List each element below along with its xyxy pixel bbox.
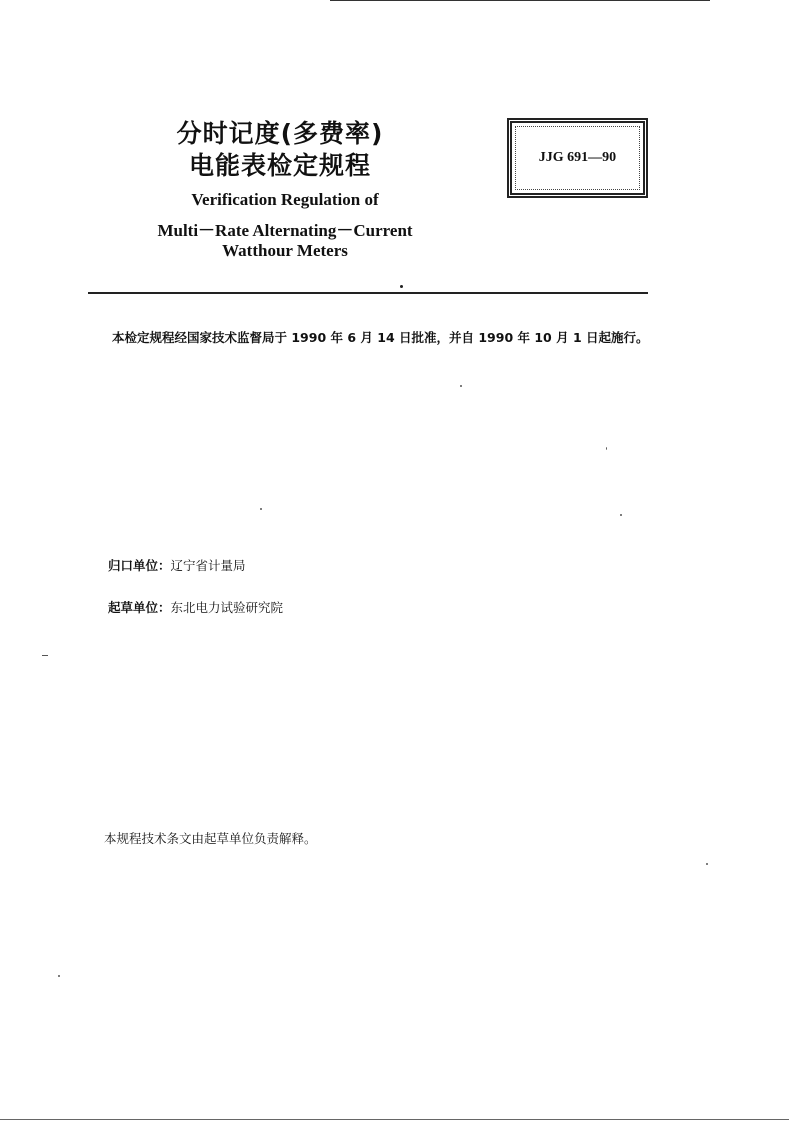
scan-speck (58, 975, 60, 977)
drafting-unit (108, 598, 283, 616)
top-edge-rule (330, 0, 710, 1)
regulation-code: JJG 691—90 (538, 150, 617, 165)
divider-dot (400, 285, 403, 288)
drafting-unit-value: 东北电力试验研究院 (170, 600, 284, 615)
approval-statement: 本检定规程经国家技术监督局于 1990 年 6 月 14 日批准，并自 1990 年 10 月 1 日起施行。 (112, 330, 649, 345)
title-chinese-line-2: 电能表检定规程 (188, 151, 371, 180)
responsible-unit-label: 归口单位： (108, 558, 171, 573)
scan-speck (42, 655, 48, 656)
scan-speck (606, 447, 607, 450)
responsible-unit-value: 辽宁省计量局 (170, 558, 246, 573)
title-english-line-1: Verification Regulation of (191, 190, 379, 209)
scan-speck (620, 514, 622, 516)
responsible-unit (108, 556, 246, 574)
title-english-line-2: Multi－Rate Alternating－Current (157, 221, 413, 240)
scan-speck (260, 508, 262, 510)
regulation-code-box (507, 118, 648, 198)
scan-speck (460, 385, 462, 387)
regulation-code-box-inner (515, 126, 640, 190)
title-chinese-line-1: 分时记度(多费率) (176, 119, 384, 148)
drafting-unit-label: 起草单位： (108, 600, 171, 615)
scan-speck (706, 863, 708, 865)
interpretation-note: 本规程技术条文由起草单位负责解释。 (104, 831, 317, 846)
bottom-edge-rule (0, 1119, 789, 1120)
title-english-line-3: Watthour Meters (222, 241, 348, 260)
header-divider (88, 292, 648, 294)
